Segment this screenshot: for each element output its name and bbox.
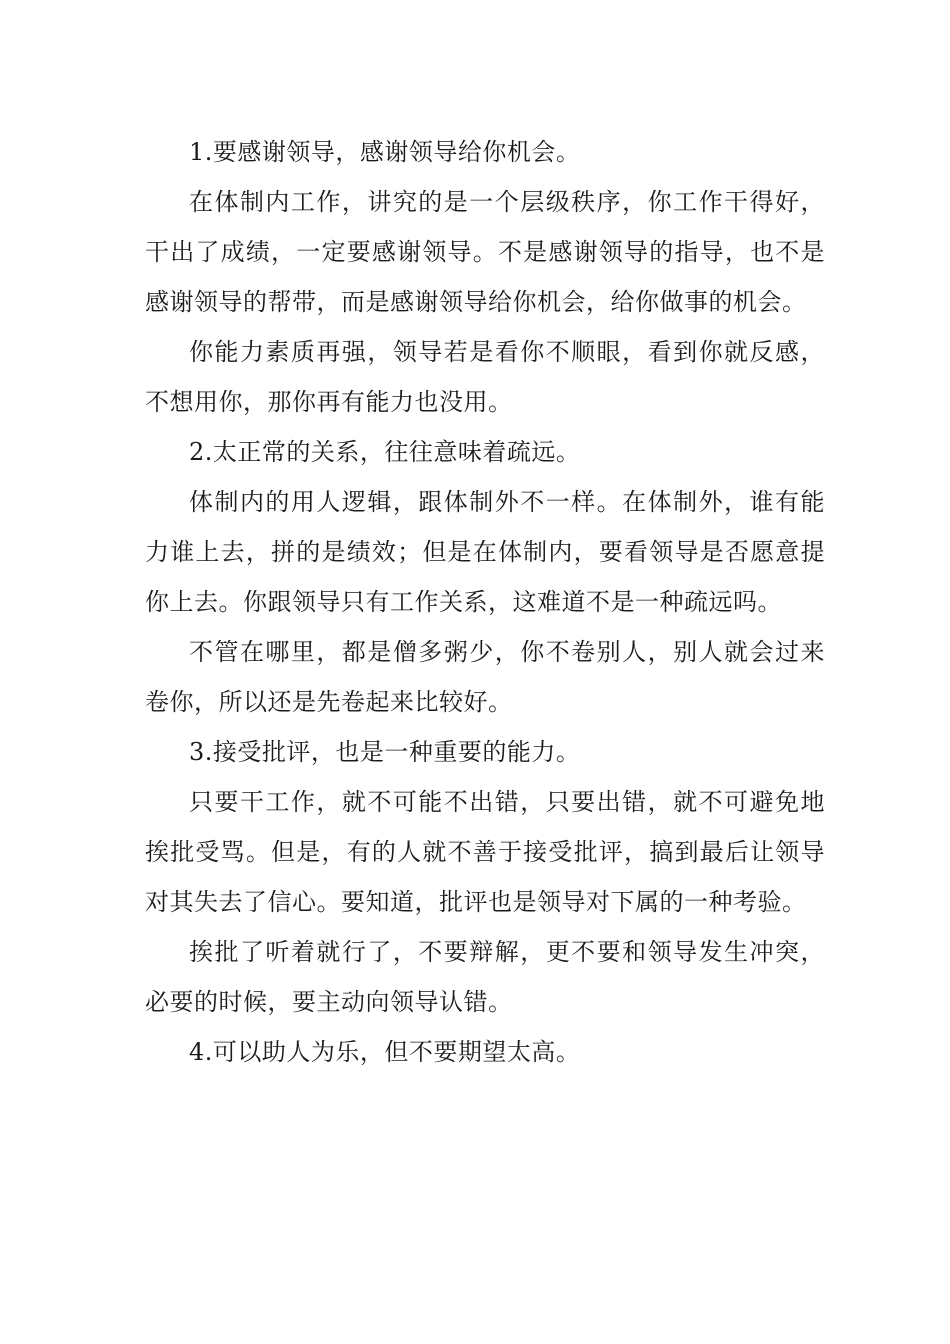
section-1-paragraph-2: 你能力素质再强，领导若是看你不顺眼，看到你就反感，不想用你，那你再有能力也没用。 (145, 338, 825, 416)
section-2-paragraph-1: 体制内的用人逻辑，跟体制外不一样。在体制外，谁有能力谁上去，拼的是绩效；但是在体制内，要看领导是否愿意提你上去。你跟领导只有工作关系，这难道不是一种疏远吗。 (145, 488, 825, 616)
section-3-paragraph-1: 只要干工作，就不可能不出错，只要出错，就不可避免地挨批受骂。但是，有的人就不善于接受批评，搞到最后让领导对其失去了信心。要知道，批评也是领导对下属的一种考验。 (145, 788, 825, 916)
section-4-heading: 4.可以助人为乐，但不要期望太高。 (189, 1038, 581, 1066)
section-3-heading: 3.接受批评，也是一种重要的能力。 (189, 738, 581, 766)
section-3-paragraph-2: 挨批了听着就行了，不要辩解，更不要和领导发生冲突，必要的时候，要主动向领导认错。 (145, 938, 825, 1016)
section-1-heading: 1.要感谢领导，感谢领导给你机会。 (189, 138, 581, 166)
section-2-heading: 2.太正常的关系，往往意味着疏远。 (189, 438, 581, 466)
document-body (145, 127, 825, 1077)
section-1-paragraph-1: 在体制内工作，讲究的是一个层级秩序，你工作干得好，干出了成绩，一定要感谢领导。不是感谢领导的指导，也不是感谢领导的帮带，而是感谢领导给你机会，给你做事的机会。 (145, 188, 825, 316)
section-2-paragraph-2: 不管在哪里，都是僧多粥少，你不卷别人，别人就会过来卷你，所以还是先卷起来比较好。 (145, 638, 825, 716)
